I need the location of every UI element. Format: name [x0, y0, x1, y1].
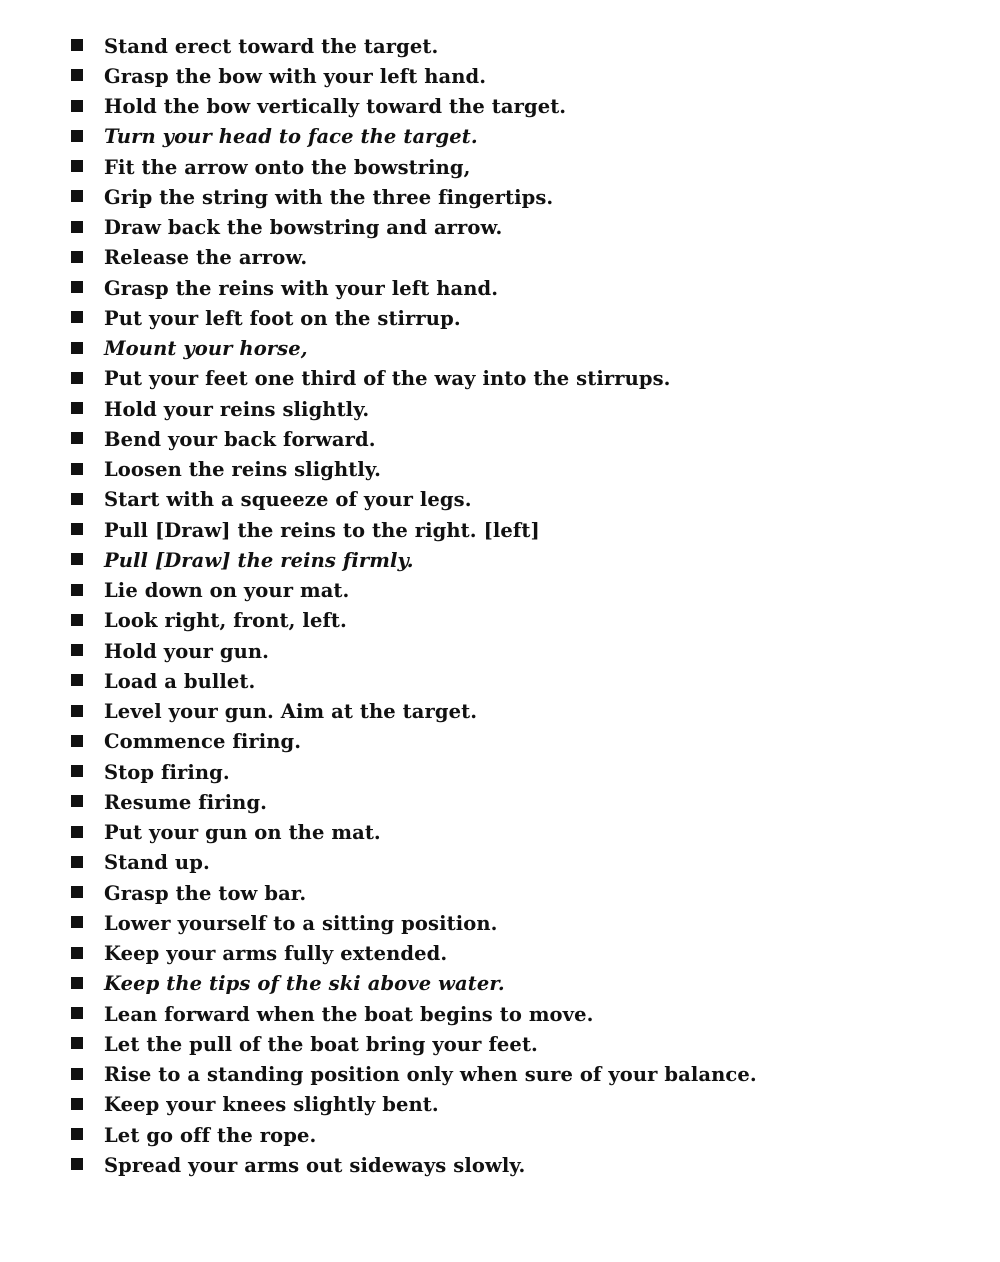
square-bullet-icon [71, 856, 83, 868]
square-bullet-icon [71, 281, 83, 293]
list-item-text: Stand erect toward the target. [104, 34, 439, 58]
square-bullet-icon [71, 795, 83, 807]
list-item [68, 757, 968, 787]
list-item-text: Start with a squeeze of your legs. [104, 488, 472, 512]
list-item [68, 1090, 968, 1120]
list-item [68, 152, 968, 182]
list-item [68, 818, 968, 848]
list-item-text: Commence firing. [104, 730, 302, 754]
square-bullet-icon [71, 251, 83, 263]
list-item [68, 606, 968, 636]
list-item [68, 545, 968, 575]
square-bullet-icon [71, 584, 83, 596]
list-item [68, 878, 968, 908]
square-bullet-icon [71, 1068, 83, 1080]
list-item [68, 576, 968, 606]
list-item [68, 61, 968, 91]
square-bullet-icon [71, 493, 83, 505]
square-bullet-icon [71, 826, 83, 838]
list-item-text: Bend your back forward. [104, 427, 376, 451]
list-item [68, 364, 968, 394]
list-item [68, 273, 968, 303]
list-item-text: Keep your arms fully extended. [104, 942, 448, 966]
list-item [68, 939, 968, 969]
square-bullet-icon [71, 765, 83, 777]
square-bullet-icon [71, 735, 83, 747]
square-bullet-icon [71, 977, 83, 989]
square-bullet-icon [71, 432, 83, 444]
list-item [68, 787, 968, 817]
list-item [68, 1120, 968, 1150]
list-item [68, 394, 968, 424]
square-bullet-icon [71, 463, 83, 475]
list-item-text: Look right, front, left. [104, 609, 347, 633]
square-bullet-icon [71, 705, 83, 717]
list-item-text: Let the pull of the boat bring your feet. [104, 1032, 538, 1056]
square-bullet-icon [71, 644, 83, 656]
list-item [68, 182, 968, 212]
square-bullet-icon [71, 311, 83, 323]
list-item-text: Stop firing. [104, 760, 230, 784]
list-item [68, 666, 968, 696]
list-item [68, 697, 968, 727]
list-item [68, 969, 968, 999]
square-bullet-icon [71, 1098, 83, 1110]
square-bullet-icon [71, 1037, 83, 1049]
list-item-text: Put your feet one third of the way into the stirrups. [104, 367, 671, 391]
list-item-text: Mount your horse, [104, 337, 308, 361]
list-item [68, 999, 968, 1029]
list-item [68, 122, 968, 152]
list-item [68, 31, 968, 61]
square-bullet-icon [71, 100, 83, 112]
list-item-text: Fit the arrow onto the bowstring, [104, 155, 471, 179]
list-item [68, 243, 968, 273]
square-bullet-icon [71, 39, 83, 51]
list-item-text: Lie down on your mat. [104, 579, 350, 603]
list-item-text: Pull [Draw] the reins firmly. [104, 548, 414, 572]
list-item-text: Pull [Draw] the reins to the right. [left] [104, 518, 540, 542]
list-item-text: Hold your gun. [104, 639, 270, 663]
square-bullet-icon [71, 886, 83, 898]
list-item-text: Let go off the rope. [104, 1123, 317, 1147]
list-item-text: Turn your head to face the target. [104, 125, 478, 149]
list-item-text: Grasp the bow with your left hand. [104, 64, 487, 88]
list-item-text: Resume firing. [104, 790, 268, 814]
square-bullet-icon [71, 1158, 83, 1170]
square-bullet-icon [71, 221, 83, 233]
list-item-text: Put your left foot on the stirrup. [104, 306, 461, 330]
list-item-text: Spread your arms out sideways slowly. [104, 1153, 526, 1177]
list-item [68, 485, 968, 515]
list-item-text: Draw back the bowstring and arrow. [104, 216, 503, 240]
list-item-text: Release the arrow. [104, 246, 308, 270]
list-item-text: Rise to a standing position only when sure of your balance. [104, 1063, 757, 1087]
list-item-text: Grasp the tow bar. [104, 881, 307, 905]
list-item-text: Stand up. [104, 851, 210, 875]
list-item [68, 92, 968, 122]
list-item [68, 908, 968, 938]
list-item-text: Grasp the reins with your left hand. [104, 276, 499, 300]
list-item [68, 1029, 968, 1059]
square-bullet-icon [71, 674, 83, 686]
square-bullet-icon [71, 1128, 83, 1140]
list-item-text: Put your gun on the mat. [104, 821, 381, 845]
square-bullet-icon [71, 614, 83, 626]
list-item [68, 515, 968, 545]
square-bullet-icon [71, 69, 83, 81]
list-item [68, 213, 968, 243]
list-item-text: Loosen the reins slightly. [104, 458, 381, 482]
square-bullet-icon [71, 160, 83, 172]
list-item-text: Hold your reins slightly. [104, 397, 370, 421]
list-item-text: Hold the bow vertically toward the target. [104, 95, 567, 119]
list-item-text: Lower yourself to a sitting position. [104, 911, 498, 935]
square-bullet-icon [71, 553, 83, 565]
square-bullet-icon [71, 372, 83, 384]
list-item-text: Grip the string with the three fingertips. [104, 185, 554, 209]
list-item [68, 1150, 968, 1180]
square-bullet-icon [71, 916, 83, 928]
list-item [68, 455, 968, 485]
list-item-text: Lean forward when the boat begins to move. [104, 1002, 594, 1026]
list-item [68, 334, 968, 364]
square-bullet-icon [71, 130, 83, 142]
list-item-text: Level your gun. Aim at the target. [104, 700, 478, 724]
list-item-text: Load a bullet. [104, 669, 256, 693]
instruction-list [68, 31, 968, 1181]
list-item-text: Keep your knees slightly bent. [104, 1093, 439, 1117]
list-item [68, 636, 968, 666]
list-item [68, 1060, 968, 1090]
list-item [68, 424, 968, 454]
square-bullet-icon [71, 190, 83, 202]
square-bullet-icon [71, 1007, 83, 1019]
list-item [68, 848, 968, 878]
list-item [68, 303, 968, 333]
square-bullet-icon [71, 947, 83, 959]
square-bullet-icon [71, 402, 83, 414]
list-item [68, 727, 968, 757]
list-item-text: Keep the tips of the ski above water. [104, 972, 505, 996]
square-bullet-icon [71, 523, 83, 535]
square-bullet-icon [71, 342, 83, 354]
